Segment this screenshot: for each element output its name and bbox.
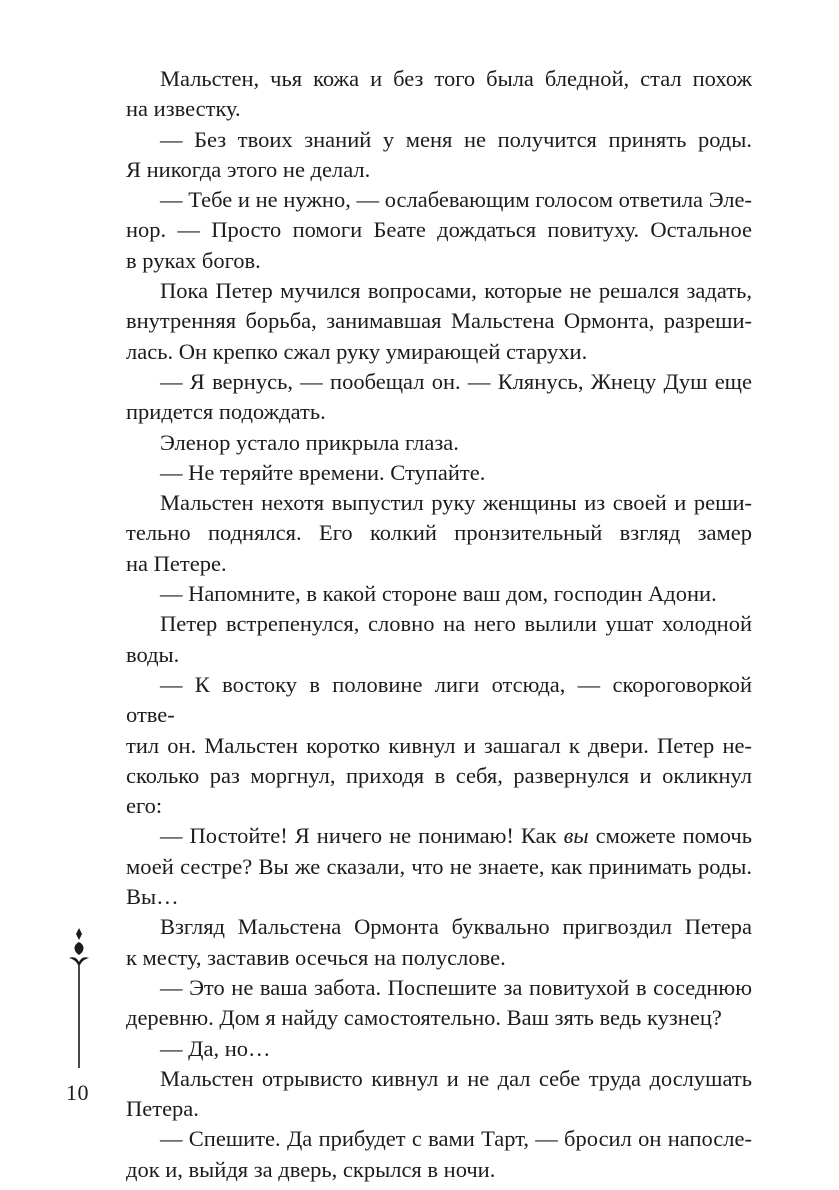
text-line: — Не теряйте времени. Ступайте. — [160, 459, 486, 485]
text-line: Петер встрепенулся, словно на него вылили ушат холодной — [160, 611, 752, 637]
text-line: Мальстен нехотя выпустил руку женщины из своей и реши- — [160, 490, 752, 516]
body-text — [126, 64, 752, 1185]
text-line: в руках богов. — [126, 247, 261, 273]
text-line: — Напомните, в какой стороне ваш дом, господин Адони. — [160, 581, 717, 607]
text-line: на известку. — [126, 96, 241, 122]
paragraph — [126, 185, 752, 276]
text-line: — Спешите. Да прибудет с вами Тарт, — бросил он напосле- — [160, 1126, 752, 1152]
paragraph — [126, 367, 752, 428]
text-line: тельно поднялся. Его колкий пронзительный взгляд замер — [126, 520, 752, 546]
text-line: придется подождать. — [126, 399, 326, 425]
text-line: — Тебе и не нужно, — ослабевающим голосом ответила Эле- — [160, 187, 752, 213]
page-number: 10 — [66, 1080, 89, 1105]
text-line: тил он. Мальстен коротко кивнул и зашагал к двери. Петер не- — [126, 732, 752, 758]
text-line: Эленор устало прикрыла глаза. — [160, 429, 459, 455]
paragraph — [126, 488, 752, 579]
paragraph — [126, 428, 752, 458]
text-line: Мальстен, чья кожа и без того была бледной, стал похож — [160, 66, 752, 91]
text-line: Петера. — [126, 1096, 199, 1122]
paragraph — [126, 912, 752, 973]
paragraph — [126, 973, 752, 1034]
text-line: — Да, но… — [160, 1035, 271, 1061]
text-line: к месту, заставив осечься на полуслове. — [126, 944, 506, 970]
text-line: Мальстен отрывисто кивнул и не дал себе труда дослушать — [160, 1065, 752, 1091]
text-line: воды. — [126, 641, 180, 667]
text-line: — К востоку в половине лиги отсюда, — скороговоркой отве- — [126, 671, 752, 728]
text-line: нор. — Просто помоги Беате дождаться повитуху. Остальное — [126, 217, 752, 243]
text-line: лась. Он крепко сжал руку умирающей старухи. — [126, 338, 588, 364]
text-line: — Это не ваша забота. Поспешите за повитухой в соседнюю — [160, 974, 752, 1000]
paragraph — [126, 125, 752, 186]
paragraph — [126, 821, 752, 912]
paragraph — [126, 1064, 752, 1125]
text-line: Пока Петер мучился вопросами, которые не решался задать, — [160, 278, 752, 304]
text-line: — Постойте! Я ничего не понимаю! Как вы сможете помочь — [160, 823, 752, 849]
fleuron-ornament-icon — [66, 928, 92, 1068]
text-line: деревню. Дом я найду самостоятельно. Ваш зять ведь кузнец? — [126, 1005, 722, 1031]
text-line: док и, выйдя за дверь, скрылся в ночи. — [126, 1156, 496, 1182]
paragraph — [126, 458, 752, 488]
paragraph — [126, 670, 752, 821]
text-line: Вы… — [126, 884, 179, 910]
paragraph — [126, 64, 752, 125]
text-line: моей сестре? Вы же сказали, что не знаете, как принимать роды. — [126, 853, 752, 879]
italic-word: вы — [563, 823, 589, 849]
paragraph — [126, 276, 752, 367]
text-line: на Петере. — [126, 550, 227, 576]
text-line: внутренняя борьба, занимавшая Мальстена Ормонта, разреши- — [126, 308, 752, 334]
text-line: Я никогда этого не делал. — [126, 156, 371, 182]
text-line: — Я вернусь, — пообещал он. — Клянусь, Жнецу Душ еще — [160, 368, 752, 394]
paragraph — [126, 1034, 752, 1064]
text-line: сколько раз моргнул, приходя в себя, развернулся и окликнул его: — [126, 762, 752, 819]
paragraph — [126, 1124, 752, 1185]
text-line: — Без твоих знаний у меня не получится принять роды. — [160, 126, 752, 152]
paragraph — [126, 579, 752, 609]
text-line: Взгляд Мальстена Ормонта буквально пригвоздил Петера — [160, 914, 752, 940]
paragraph — [126, 609, 752, 670]
